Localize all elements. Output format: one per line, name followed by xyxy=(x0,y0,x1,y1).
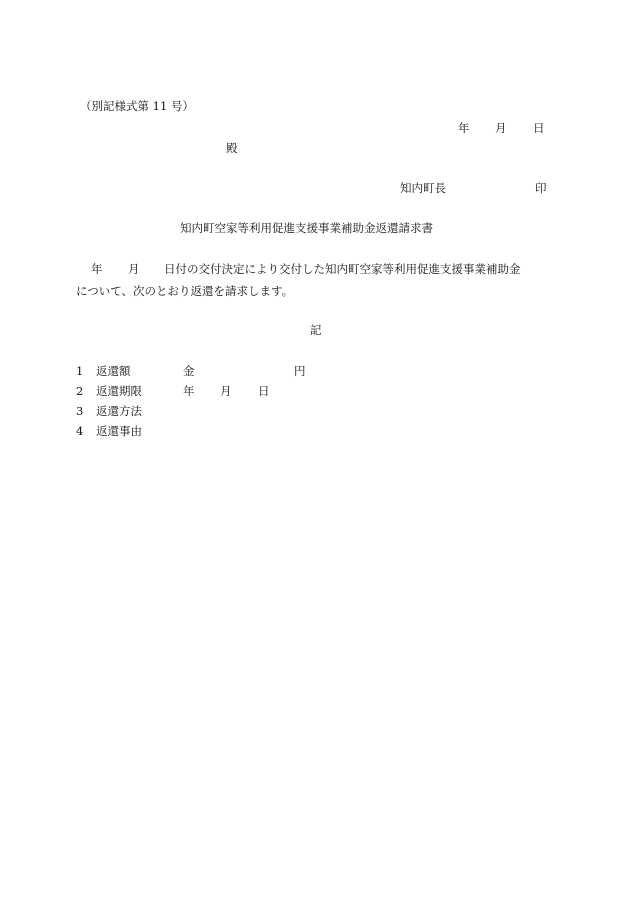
date-month-label: 月 xyxy=(495,121,507,135)
body-line1-text: 日付の交付決定により交付した知内町空家等利用促進支援事業補助金 xyxy=(164,262,521,276)
body-month-label: 月 xyxy=(128,262,140,276)
document-title: 知内町空家等利用促進支援事業補助金返還請求書 xyxy=(180,221,433,235)
deadline-day-label: 日 xyxy=(258,384,270,398)
amount-unit: 円 xyxy=(294,364,306,378)
item-number: 1 xyxy=(76,364,84,378)
item-label: 返還方法 xyxy=(96,404,142,418)
date-year-label: 年 xyxy=(458,121,470,135)
amount-prefix: 金 xyxy=(183,364,195,378)
item-label: 返還額 xyxy=(96,364,131,378)
item-number: 3 xyxy=(76,404,84,418)
deadline-month-label: 月 xyxy=(220,384,232,398)
item-number: 2 xyxy=(76,384,84,398)
addressee-suffix: 殿 xyxy=(226,141,238,155)
ki-heading: 記 xyxy=(310,323,322,337)
item-label: 返還期限 xyxy=(96,384,142,398)
form-number: （別記様式第 11 号） xyxy=(80,99,194,113)
body-line2-text: について、次のとおり返還を請求します。 xyxy=(76,284,294,298)
date-day-label: 日 xyxy=(533,121,545,135)
deadline-year-label: 年 xyxy=(183,384,195,398)
sender-title: 知内町長 xyxy=(400,181,446,195)
body-year-label: 年 xyxy=(91,262,103,276)
item-number: 4 xyxy=(76,424,84,438)
item-label: 返還事由 xyxy=(96,424,142,438)
seal-mark: 印 xyxy=(535,181,547,195)
